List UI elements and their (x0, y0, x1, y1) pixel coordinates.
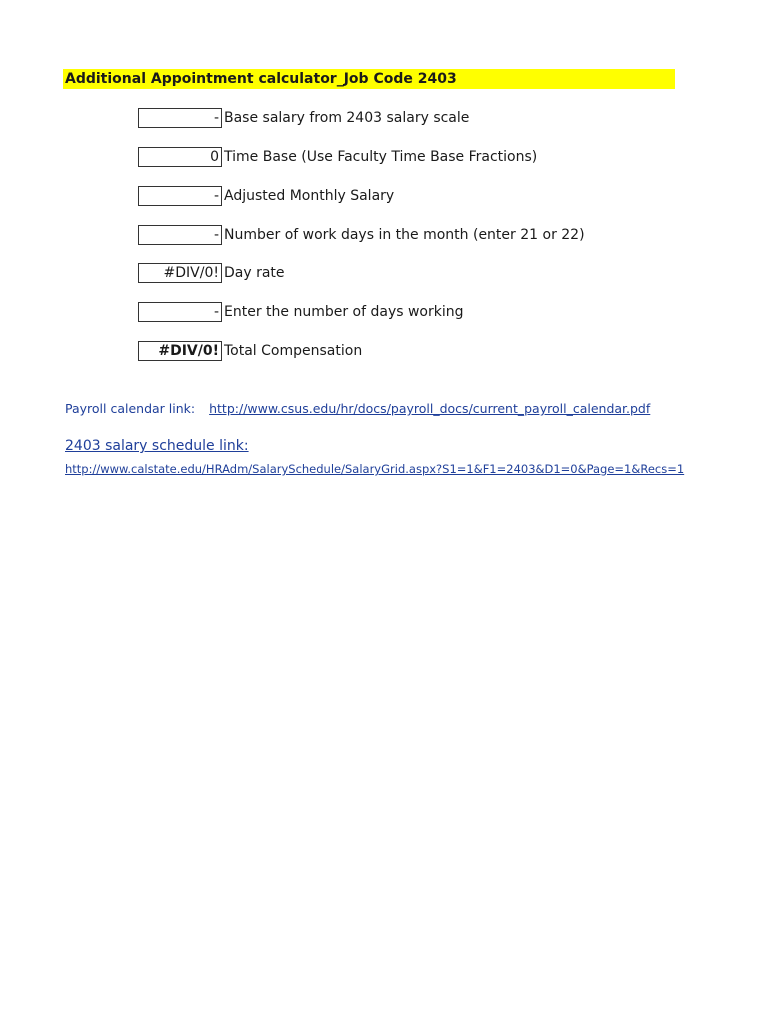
work-days-input[interactable]: - (138, 225, 222, 245)
time-base-input[interactable]: 0 (138, 147, 222, 167)
adjusted-monthly-salary-value[interactable]: - (138, 186, 222, 206)
payroll-calendar-link[interactable]: http://www.csus.edu/hr/docs/payroll_docs/current_payroll_calendar.pdf (209, 401, 651, 416)
total-compensation-value[interactable]: #DIV/0! (138, 341, 222, 361)
base-salary-label: Base salary from 2403 salary scale (224, 110, 470, 126)
days-working-input[interactable]: - (138, 302, 222, 322)
payroll-calendar-link-row (65, 401, 650, 416)
days-working-label: Enter the number of days working (224, 304, 464, 320)
time-base-label: Time Base (Use Faculty Time Base Fractions) (224, 149, 538, 165)
work-days-label: Number of work days in the month (enter 21 or 22) (224, 227, 585, 243)
salary-schedule-link-label[interactable]: 2403 salary schedule link: (65, 438, 249, 454)
base-salary-input[interactable]: - (138, 108, 222, 128)
day-rate-value[interactable]: #DIV/0! (138, 263, 222, 283)
page-title: Additional Appointment calculator_Job Code 2403 (63, 69, 675, 89)
adjusted-monthly-salary-label: Adjusted Monthly Salary (224, 188, 395, 204)
payroll-calendar-label: Payroll calendar link: (65, 401, 196, 416)
day-rate-label: Day rate (224, 265, 285, 281)
total-compensation-label: Total Compensation (224, 343, 363, 359)
salary-schedule-link[interactable]: http://www.calstate.edu/HRAdm/SalarySchedule/SalaryGrid.aspx?S1=1&F1=2403&D1=0&Page=1&Recs=1 (65, 462, 685, 476)
